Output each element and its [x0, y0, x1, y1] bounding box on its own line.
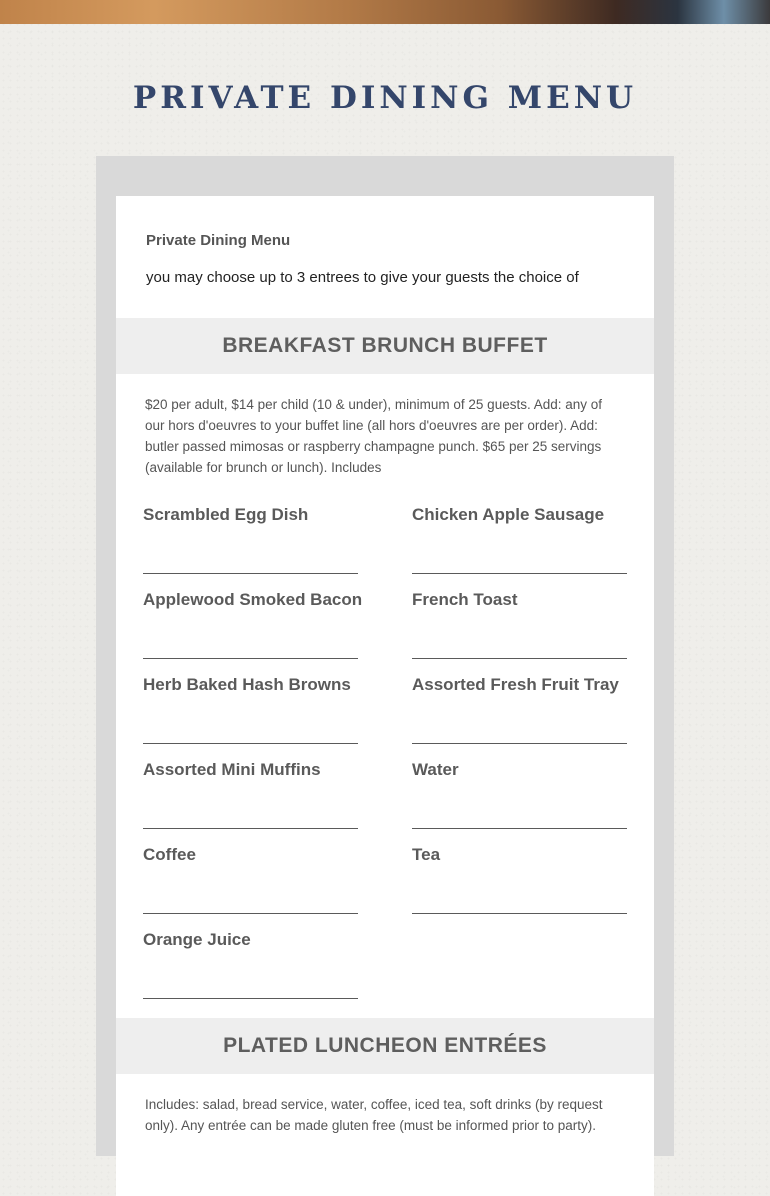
menu-card: [116, 196, 654, 1196]
menu-item-name: French Toast: [412, 590, 518, 609]
menu-item-name: Applewood Smoked Bacon: [143, 590, 363, 609]
section-header-luncheon: PLATED LUNCHEON ENTRÉES: [116, 1018, 654, 1074]
hero-image-strip: [0, 0, 770, 24]
menu-item: [412, 760, 627, 829]
intro-heading: Private Dining Menu: [146, 232, 291, 249]
menu-item: [412, 505, 627, 574]
menu-item: [412, 590, 627, 659]
menu-item: [143, 505, 358, 574]
menu-item-name: Scrambled Egg Dish: [143, 505, 309, 524]
section-description-breakfast: $20 per adult, $14 per child (10 & under), minimum of 25 guests. Add: any of our hors d'oeuvres to your buffet line (all hors d'oeuvres are per order). Add: butler passed mimosas or raspberry champagne punch. $65 per 25 servings (available for brunch or lunch). Includes: [145, 397, 603, 475]
menu-item-name: Coffee: [143, 845, 196, 864]
menu-item-name: Chicken Apple Sausage: [412, 505, 605, 524]
section-header-breakfast: BREAKFAST BRUNCH BUFFET: [116, 318, 654, 374]
menu-item-name: Assorted Mini Muffins: [143, 760, 321, 779]
menu-item: [143, 845, 358, 914]
intro-text: you may choose up to 3 entrees to give your guests the choice of: [146, 269, 579, 286]
menu-item-name: Herb Baked Hash Browns: [143, 675, 351, 694]
menu-item-name: Assorted Fresh Fruit Tray: [412, 675, 619, 694]
menu-item: [412, 675, 627, 744]
page-title: PRIVATE DINING MENU: [132, 80, 638, 116]
menu-item: [143, 590, 363, 659]
menu-item-name: Water: [412, 760, 459, 779]
menu-item: [143, 930, 358, 999]
menu-item: [412, 845, 627, 914]
menu-item-name: Orange Juice: [143, 930, 251, 949]
menu-item: [143, 675, 358, 744]
section-description-luncheon: Includes: salad, bread service, water, coffee, iced tea, soft drinks (by request only). Any entrée can be made gluten free (must be informed prior to party).: [145, 1097, 603, 1133]
menu-item-name: Tea: [412, 845, 441, 864]
menu-item: [143, 760, 358, 829]
